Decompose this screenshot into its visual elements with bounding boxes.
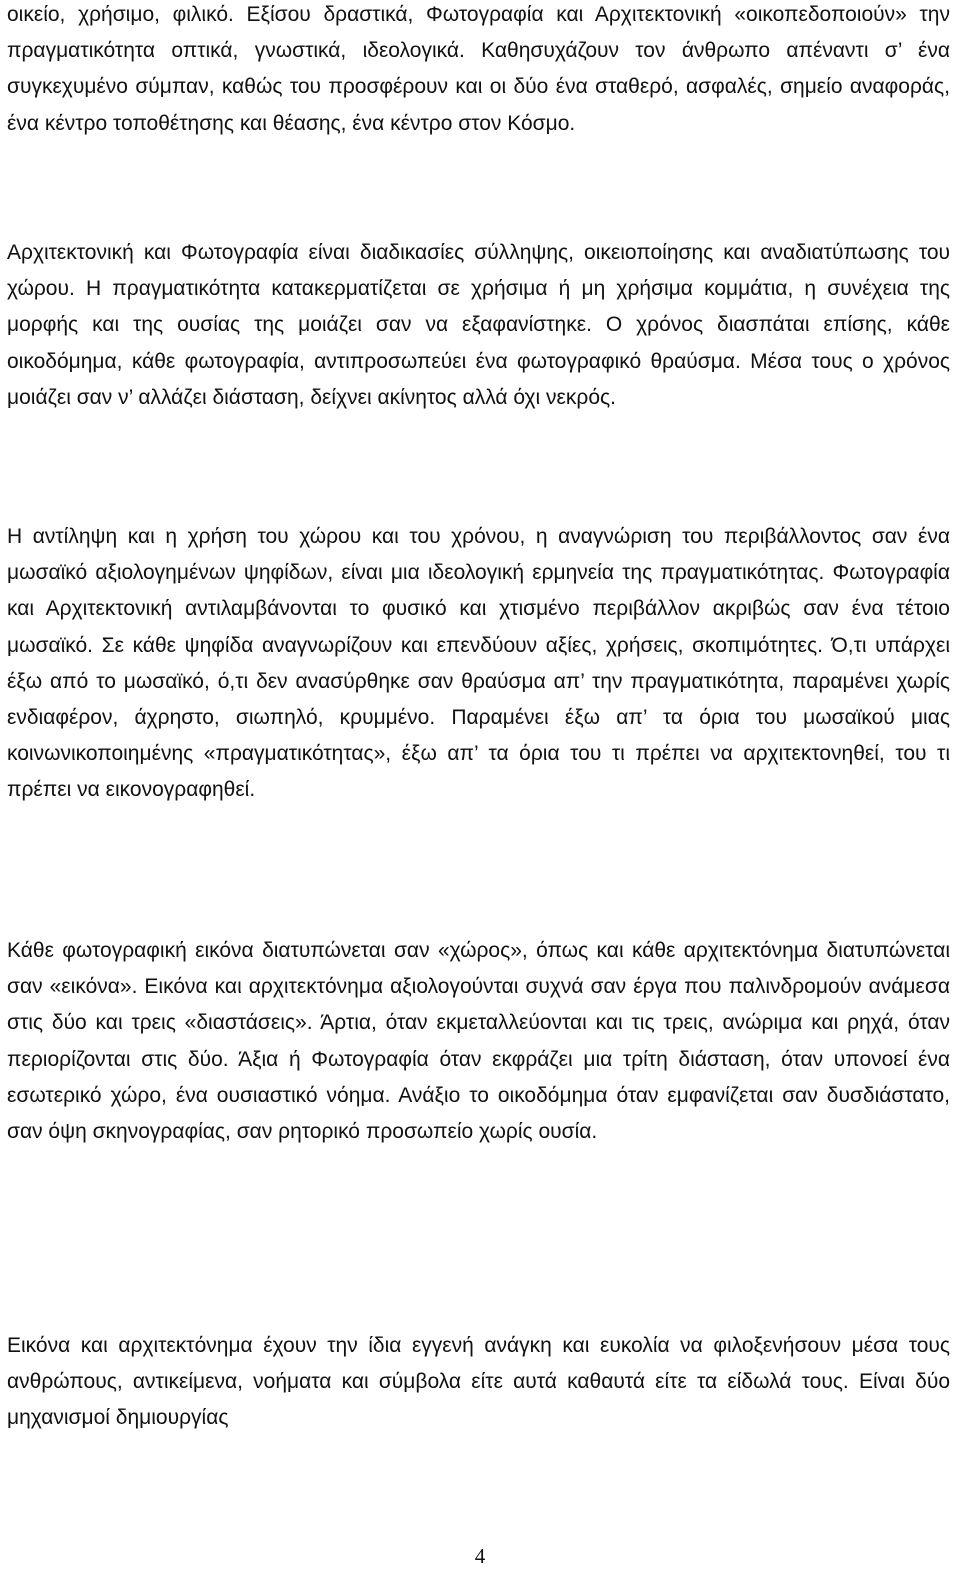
paragraph-4: Κάθε φωτογραφική εικόνα διατυπώνεται σαν «χώρος», όπως και κάθε αρχιτεκτόνημα διατυπώνεται σαν «εικόνα». Εικόνα και αρχιτεκτόνημα αξιολογούνται συχνά σαν έργα που παλινδρομούν ανάμεσα στις δύο και τρεις «διαστάσεις». Άρτια, όταν εκμεταλλεύονται και τις τρεις, ανώριμα και ρηχά, όταν περιορίζονται στις δύο. Άξια ή Φωτογραφία όταν εκφράζει μια τρίτη διάσταση, όταν υπονοεί ένα εσωτερικό χώρο, ένα ουσιαστικό νόημα. Ανάξιο το οικοδόμημα όταν εμφανίζεται σαν δυσδιάστατο, σαν όψη σκηνογραφίας, σαν ρητορικό προσωπείο χωρίς ουσία.: [7, 939, 950, 1144]
paragraph-3: Η αντίληψη και η χρήση του χώρου και του χρόνου, η αναγνώριση του περιβάλλοντος σαν ένα μωσαϊκό αξιολογημένων ψηφίδων, είναι μια ιδεολογική ερμηνεία της πραγματικότητας. Φωτογραφία και Αρχιτεκτονική αντιλαμβάνονται το φυσικό και χτισμένο περιβάλλον ακριβώς σαν ένα τέτοιο μωσαϊκό. Σε κάθε ψηφίδα αναγνωρίζουν και επενδύουν αξίες, χρήσεις, σκοπιμότητες. Ό,τι υπάρχει έξω από το μωσαϊκό, ό,τι δεν ανασύρθηκε σαν θραύσμα απ’ την πραγματικότητα, παραμένει χωρίς ενδιαφέρον, άχρηστο, σιωπηλό, κρυμμένο. Παραμένει έξω απ’ τα όρια του μωσαϊκού μιας κοινωνικοποιημένης «πραγματικότητας», έξω απ’ τα όρια του τι πρέπει να αρχιτεκτονηθεί, του τι πρέπει να εικονογραφηθεί.: [7, 525, 950, 802]
page-number: 4: [474, 1544, 486, 1568]
paragraph-2: Αρχιτεκτονική και Φωτογραφία είναι διαδικασίες σύλληψης, οικειοποίησης και αναδιατύπωσης του χώρου. Η πραγματικότητα κατακερματίζεται σε χρήσιμα ή μη χρήσιμα κομμάτια, η συνέχεια της μορφής και της ουσίας της μοιάζει σαν να εξαφανίστηκε. Ο χρόνος διασπάται επίσης, κάθε οικοδόμημα, κάθε φωτογραφία, αντιπροσωπεύει ένα φωτογραφικό θραύσμα. Μέσα τους ο χρόνος μοιάζει σαν ν’ αλλάζει διάσταση, δείχνει ακίνητος αλλά όχι νεκρός.: [7, 241, 950, 409]
paragraph-1: οικείο, χρήσιμο, φιλικό. Εξίσου δραστικά, Φωτογραφία και Αρχιτεκτονική «οικοπεδοποιούν» την πραγματικότητα οπτικά, γνωστικά, ιδεολογικά. Καθησυχάζουν τον άνθρωπο απέναντι σ’ ένα συγκεχυμένο σύμπαν, καθώς του προσφέρουν και οι δύο ένα σταθερό, ασφαλές, σημείο αναφοράς, ένα κέντρο τοποθέτησης και θέασης, ένα κέντρο στον Κόσμο.: [7, 3, 950, 135]
paragraph-5: Εικόνα και αρχιτεκτόνημα έχουν την ίδια εγγενή ανάγκη και ευκολία να φιλοξενήσουν μέσα τους ανθρώπους, αντικείμενα, νοήματα και σύμβολα είτε αυτά καθαυτά είτε τα είδωλά τους. Είναι δύο μηχανισμοί δημιουργίας: [7, 1334, 950, 1430]
